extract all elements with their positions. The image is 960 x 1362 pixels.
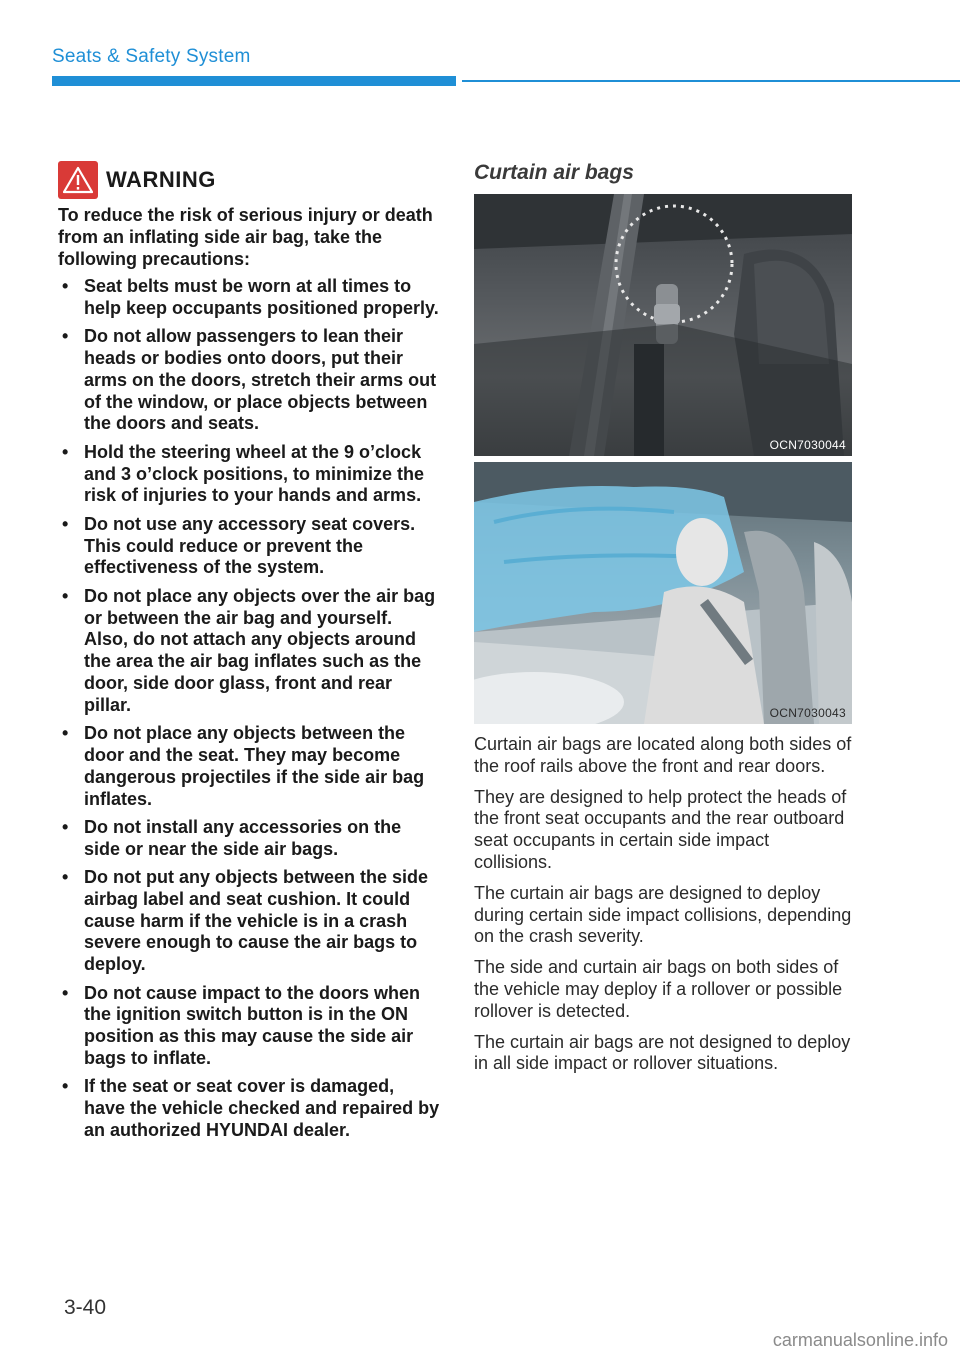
curtain-section-title: Curtain air bags bbox=[474, 161, 634, 184]
section-title: Seats & Safety System bbox=[52, 46, 251, 67]
list-item: • Do not place any objects over the air bag or between the air bag and yourself. Also, do not attach any objects around the area the air bag inflates such as the door, side door glass, front and rear pillar. bbox=[62, 585, 436, 715]
curtain-airbag-location-illustration bbox=[474, 194, 852, 456]
list-item: • Do not install any accessories on the side or near the side air bags. bbox=[62, 816, 402, 859]
header-rule-thick bbox=[52, 76, 456, 86]
warning-box bbox=[58, 160, 440, 1148]
warning-triangle-icon bbox=[58, 161, 98, 199]
watermark[interactable]: carmanualsonline.info bbox=[772, 1330, 948, 1350]
curtain-airbag-deployed-illustration bbox=[474, 462, 852, 724]
warning-intro: To reduce the risk of serious injury or death from an inflating side air bag, take the following precautions: bbox=[58, 205, 433, 269]
paragraph: The side and curtain air bags on both sides of the vehicle may deploy if a rollover or possible rollover is detected. bbox=[474, 957, 843, 1021]
figure-code: OCN7030043 bbox=[769, 706, 846, 720]
list-item: • Do not put any objects between the side airbag label and seat cushion. It could cause harm if the vehicle is in a crash severe enough to cause the air bags to deploy. bbox=[62, 867, 429, 975]
list-item: • If the seat or seat cover is damaged, have the vehicle checked and repaired by an authorized HYUNDAI dealer. bbox=[62, 1076, 440, 1141]
list-item: • Do not use any accessory seat covers. This could reduce or prevent the effectiveness of the system. bbox=[62, 513, 416, 578]
curtain-airbag-section bbox=[474, 160, 852, 1084]
curtain-body-text bbox=[474, 734, 852, 1075]
list-item: • Do not allow passengers to lean their heads or bodies onto doors, put their arms on the doors, stretch their arms out of the window, or place objects between the doors and seats. bbox=[62, 326, 437, 434]
warning-header bbox=[58, 160, 440, 200]
warning-title: WARNING bbox=[106, 167, 216, 192]
list-item: • Do not place any objects between the door and the seat. They may become dangerous projectiles if the side air bag inflates. bbox=[62, 723, 425, 809]
figure-code: OCN7030044 bbox=[769, 438, 846, 452]
paragraph: The curtain air bags are designed to deploy during certain side impact collisions, depending on the crash severity. bbox=[474, 882, 852, 947]
warning-list bbox=[58, 276, 440, 1142]
list-item: • Do not cause impact to the doors when the ignition switch button is in the ON position as this may cause the side air bags to inflate. bbox=[62, 982, 421, 1069]
header-rule-thin bbox=[462, 80, 960, 82]
paragraph: The curtain air bags are not designed to deploy in all side impact or rollover situations. bbox=[474, 1031, 851, 1074]
paragraph: They are designed to help protect the heads of the front seat occupants and the rear outboard seat occupants in certain side impact collisions. bbox=[474, 786, 847, 872]
page-number: 3-40 bbox=[64, 1296, 107, 1319]
list-item: • Seat belts must be worn at all times to help keep occupants positioned properly. bbox=[62, 276, 439, 318]
paragraph: Curtain air bags are located along both sides of the roof rails above the front and rear doors. bbox=[474, 734, 852, 776]
list-item: • Hold the steering wheel at the 9 o’clock and 3 o’clock positions, to minimize the risk of injuries to your hands and arms. bbox=[62, 441, 425, 506]
